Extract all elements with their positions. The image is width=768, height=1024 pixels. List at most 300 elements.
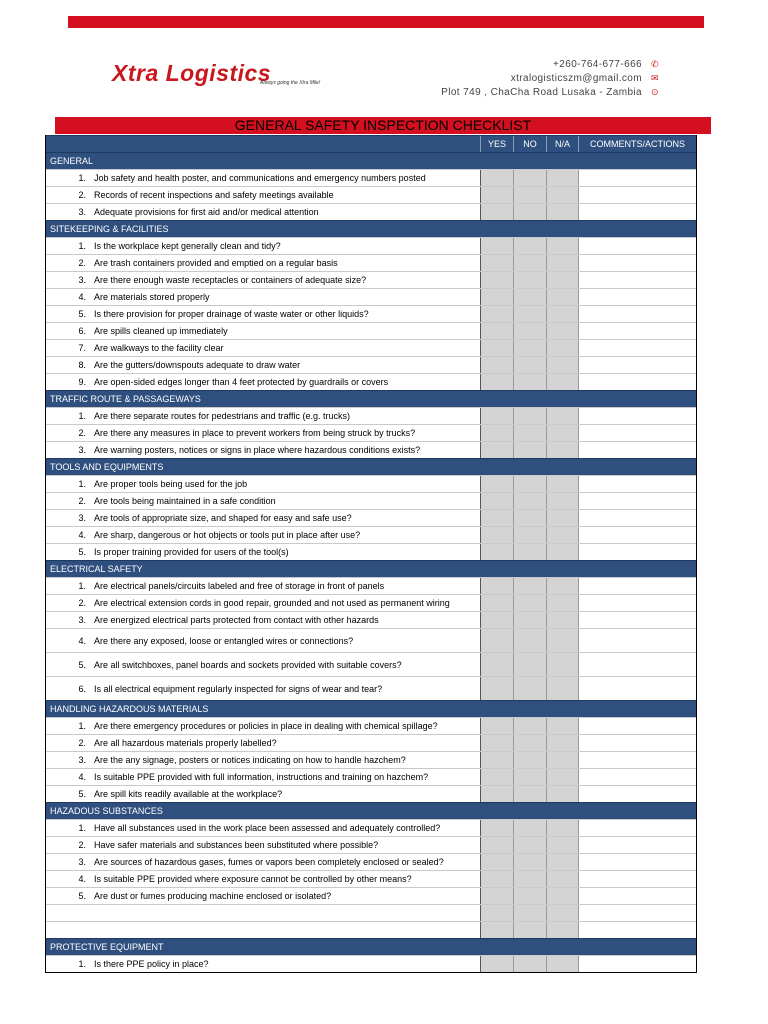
phone-icon: ✆ — [651, 59, 659, 69]
yes-checkbox-cell[interactable] — [480, 187, 513, 203]
na-checkbox-cell[interactable] — [546, 871, 578, 887]
yes-checkbox-cell[interactable] — [480, 204, 513, 220]
item-question: Are tools of appropriate size, and shaped for easy and safe use? — [94, 513, 352, 523]
email-text: xtralogisticszm@gmail.com — [510, 73, 642, 84]
yes-checkbox-cell[interactable] — [480, 612, 513, 628]
comments-cell[interactable] — [578, 888, 696, 904]
yes-checkbox-cell[interactable] — [480, 786, 513, 802]
comments-cell[interactable] — [578, 905, 696, 921]
item-question: Are there enough waste receptacles or containers of adequate size? — [94, 275, 367, 285]
no-checkbox-cell[interactable] — [513, 238, 546, 254]
item-question: Are spills cleaned up immediately — [94, 326, 228, 336]
comments-cell[interactable] — [578, 956, 696, 972]
no-checkbox-cell[interactable] — [513, 578, 546, 594]
item-question: Are there any exposed, loose or entangled wires or connections? — [94, 635, 354, 646]
comments-cell[interactable] — [578, 340, 696, 356]
item-number: 3. — [78, 445, 86, 455]
na-checkbox-cell[interactable] — [546, 408, 578, 424]
checklist-row — [46, 492, 696, 509]
comments-cell[interactable] — [578, 786, 696, 802]
no-checkbox-cell[interactable] — [513, 289, 546, 305]
yes-checkbox-cell[interactable] — [480, 820, 513, 836]
no-checkbox-cell[interactable] — [513, 888, 546, 904]
checklist-row — [46, 611, 696, 628]
yes-checkbox-cell[interactable] — [480, 837, 513, 853]
item-number: 7. — [78, 343, 86, 353]
no-checkbox-cell[interactable] — [513, 629, 546, 652]
item-question: Is proper training provided for users of the tool(s) — [94, 547, 289, 557]
item-number: 3. — [78, 615, 86, 625]
item-number: 3. — [78, 275, 86, 285]
checklist-row — [46, 339, 696, 356]
section-header — [46, 152, 696, 169]
yes-checkbox-cell[interactable] — [480, 357, 513, 373]
na-checkbox-cell[interactable] — [546, 476, 578, 492]
item-question — [94, 905, 479, 921]
item-question: Is there PPE policy in place? — [94, 959, 209, 969]
comments-cell[interactable] — [578, 837, 696, 853]
no-checkbox-cell[interactable] — [513, 595, 546, 611]
na-checkbox-cell[interactable] — [546, 204, 578, 220]
item-number: 1. — [78, 479, 86, 489]
company-logo: Xtra Logistics — [112, 60, 272, 86]
no-checkbox-cell[interactable] — [513, 374, 546, 390]
no-checkbox-cell[interactable] — [513, 677, 546, 700]
comments-cell[interactable] — [578, 357, 696, 373]
yes-checkbox-cell[interactable] — [480, 527, 513, 543]
checklist-row — [46, 594, 696, 611]
comments-cell[interactable] — [578, 854, 696, 870]
item-number: 3. — [78, 207, 86, 217]
yes-checkbox-cell[interactable] — [480, 272, 513, 288]
item-number — [46, 905, 86, 921]
na-checkbox-cell[interactable] — [546, 289, 578, 305]
checklist-row — [46, 509, 696, 526]
checklist-row — [46, 853, 696, 870]
na-checkbox-cell[interactable] — [546, 653, 578, 676]
section-header — [46, 220, 696, 237]
item-number: 1. — [78, 581, 86, 591]
na-checkbox-cell[interactable] — [546, 718, 578, 734]
na-checkbox-cell[interactable] — [546, 357, 578, 373]
no-checkbox-cell[interactable] — [513, 612, 546, 628]
comments-cell[interactable] — [578, 629, 696, 652]
comments-cell[interactable] — [578, 187, 696, 203]
checklist-row — [46, 717, 696, 734]
item-number: 5. — [78, 309, 86, 319]
checklist-row — [46, 751, 696, 768]
checklist-row — [46, 921, 696, 938]
yes-checkbox-cell[interactable] — [480, 956, 513, 972]
item-number: 4. — [78, 635, 86, 646]
item-question: Are sharp, dangerous or hot objects or tools put in place after use? — [94, 530, 361, 540]
no-checkbox-cell[interactable] — [513, 493, 546, 509]
yes-checkbox-cell[interactable] — [480, 578, 513, 594]
yes-checkbox-cell[interactable] — [480, 769, 513, 785]
checklist-row — [46, 203, 696, 220]
na-checkbox-cell[interactable] — [546, 922, 578, 938]
yes-checkbox-cell[interactable] — [480, 238, 513, 254]
comments-cell[interactable] — [578, 653, 696, 676]
na-checkbox-cell[interactable] — [546, 905, 578, 921]
item-number: 5. — [78, 659, 86, 670]
checklist-row — [46, 407, 696, 424]
item-number: 9. — [78, 377, 86, 387]
item-question: Job safety and health poster, and communications and emergency numbers posted — [94, 173, 426, 183]
comments-cell[interactable] — [578, 255, 696, 271]
item-number: 2. — [78, 190, 86, 200]
comments-cell[interactable] — [578, 238, 696, 254]
comments-cell[interactable] — [578, 493, 696, 509]
comments-cell[interactable] — [578, 442, 696, 458]
yes-checkbox-cell[interactable] — [480, 544, 513, 560]
no-checkbox-cell[interactable] — [513, 735, 546, 751]
section-title: HANDLING HAZARDOUS MATERIALS — [50, 704, 209, 714]
no-checkbox-cell[interactable] — [513, 255, 546, 271]
item-number: 4. — [78, 772, 86, 782]
checklist-title: GENERAL SAFETY INSPECTION CHECKLIST — [55, 117, 711, 134]
na-checkbox-cell[interactable] — [546, 854, 578, 870]
no-checkbox-cell[interactable] — [513, 476, 546, 492]
no-checkbox-cell[interactable] — [513, 187, 546, 203]
item-question: Records of recent inspections and safety meetings available — [94, 190, 334, 200]
checklist-row — [46, 577, 696, 594]
comments-cell[interactable] — [578, 289, 696, 305]
item-number: 2. — [78, 258, 86, 268]
item-question: Are walkways to the facility clear — [94, 343, 224, 353]
checklist-row — [46, 955, 696, 972]
item-question: Are the gutters/downspouts adequate to draw water — [94, 360, 301, 370]
checklist-row — [46, 543, 696, 560]
yes-checkbox-cell[interactable] — [480, 677, 513, 700]
yes-checkbox-cell[interactable] — [480, 854, 513, 870]
item-question: Is all electrical equipment regularly inspected for signs of wear and tear? — [94, 683, 383, 694]
item-question: Are dust or fumes producing machine enclosed or isolated? — [94, 891, 332, 901]
comments-cell[interactable] — [578, 752, 696, 768]
section-header — [46, 458, 696, 475]
comments-cell[interactable] — [578, 820, 696, 836]
column-comments: COMMENTS/ACTIONS — [578, 136, 696, 152]
item-number: 2. — [78, 428, 86, 438]
checklist-row — [46, 904, 696, 921]
item-number: 8. — [78, 360, 86, 370]
no-checkbox-cell[interactable] — [513, 752, 546, 768]
no-checkbox-cell[interactable] — [513, 653, 546, 676]
comments-cell[interactable] — [578, 170, 696, 186]
checklist-row — [46, 305, 696, 322]
comments-cell[interactable] — [578, 374, 696, 390]
item-number: 1. — [78, 959, 86, 969]
no-checkbox-cell[interactable] — [513, 786, 546, 802]
na-checkbox-cell[interactable] — [546, 238, 578, 254]
comments-cell[interactable] — [578, 323, 696, 339]
item-number: 2. — [78, 738, 86, 748]
checklist-row — [46, 734, 696, 751]
item-number: 5. — [78, 547, 86, 557]
item-number: 4. — [78, 530, 86, 540]
comments-cell[interactable] — [578, 476, 696, 492]
item-question: Are open-sided edges longer than 4 feet protected by guardrails or covers — [94, 377, 389, 387]
na-checkbox-cell[interactable] — [546, 578, 578, 594]
comments-cell[interactable] — [578, 612, 696, 628]
no-checkbox-cell[interactable] — [513, 425, 546, 441]
yes-checkbox-cell[interactable] — [480, 425, 513, 441]
item-question: Adequate provisions for first aid and/or medical attention — [94, 207, 319, 217]
item-question — [94, 922, 479, 938]
checklist-row — [46, 475, 696, 492]
item-question: Are there any measures in place to prevent workers from being struck by trucks? — [94, 428, 416, 438]
comments-cell[interactable] — [578, 527, 696, 543]
yes-checkbox-cell[interactable] — [480, 340, 513, 356]
na-checkbox-cell[interactable] — [546, 425, 578, 441]
section-title: SITEKEEPING & FACILITIES — [50, 224, 169, 234]
na-checkbox-cell[interactable] — [546, 170, 578, 186]
item-number: 5. — [78, 891, 86, 901]
yes-checkbox-cell[interactable] — [480, 408, 513, 424]
comments-cell[interactable] — [578, 871, 696, 887]
item-number: 2. — [78, 598, 86, 608]
comments-cell[interactable] — [578, 922, 696, 938]
yes-checkbox-cell[interactable] — [480, 306, 513, 322]
item-number: 1. — [78, 241, 86, 251]
yes-checkbox-cell[interactable] — [480, 735, 513, 751]
item-question: Are tools being maintained in a safe condition — [94, 496, 276, 506]
comments-cell[interactable] — [578, 595, 696, 611]
item-question: Are materials stored properly — [94, 292, 210, 302]
checklist-row — [46, 424, 696, 441]
top-red-bar — [68, 16, 704, 28]
na-checkbox-cell[interactable] — [546, 306, 578, 322]
company-tagline: Always going the Xtra Mile! — [260, 80, 321, 86]
checklist-row — [46, 441, 696, 458]
section-title: GENERAL — [50, 156, 94, 166]
section-title: ELECTRICAL SAFETY — [50, 564, 143, 574]
contact-email — [511, 73, 660, 84]
column-na: N/A — [546, 136, 578, 152]
checklist-row — [46, 652, 696, 676]
column-no: NO — [513, 136, 546, 152]
na-checkbox-cell[interactable] — [546, 187, 578, 203]
checklist-row — [46, 271, 696, 288]
item-question: Is suitable PPE provided where exposure cannot be controlled by other means? — [94, 874, 412, 884]
yes-checkbox-cell[interactable] — [480, 289, 513, 305]
item-number: 2. — [78, 840, 86, 850]
no-checkbox-cell[interactable] — [513, 718, 546, 734]
item-number: 1. — [78, 721, 86, 731]
no-checkbox-cell[interactable] — [513, 306, 546, 322]
na-checkbox-cell[interactable] — [546, 510, 578, 526]
yes-checkbox-cell[interactable] — [480, 922, 513, 938]
checklist-row — [46, 785, 696, 802]
item-question: Are electrical panels/circuits labeled and free of storage in front of panels — [94, 581, 385, 591]
no-checkbox-cell[interactable] — [513, 170, 546, 186]
checklist-row — [46, 254, 696, 271]
yes-checkbox-cell[interactable] — [480, 255, 513, 271]
no-checkbox-cell[interactable] — [513, 544, 546, 560]
na-checkbox-cell[interactable] — [546, 442, 578, 458]
item-number: 4. — [78, 874, 86, 884]
comments-cell[interactable] — [578, 735, 696, 751]
location-pin-icon: ⊙ — [651, 87, 659, 97]
letterhead — [68, 30, 704, 102]
item-number — [46, 922, 86, 938]
checklist-row — [46, 526, 696, 543]
no-checkbox-cell[interactable] — [513, 854, 546, 870]
na-checkbox-cell[interactable] — [546, 323, 578, 339]
checklist-row — [46, 169, 696, 186]
no-checkbox-cell[interactable] — [513, 340, 546, 356]
no-checkbox-cell[interactable] — [513, 357, 546, 373]
item-question: Are the any signage, posters or notices indicating on how to handle hazchem? — [94, 755, 406, 765]
checklist-row — [46, 887, 696, 904]
comments-cell[interactable] — [578, 204, 696, 220]
checklist-row — [46, 628, 696, 652]
column-header-row — [46, 135, 696, 152]
item-number: 3. — [78, 857, 86, 867]
na-checkbox-cell[interactable] — [546, 752, 578, 768]
no-checkbox-cell[interactable] — [513, 871, 546, 887]
na-checkbox-cell[interactable] — [546, 820, 578, 836]
no-checkbox-cell[interactable] — [513, 527, 546, 543]
yes-checkbox-cell[interactable] — [480, 653, 513, 676]
phone-text: +260-764-677-666 — [553, 59, 642, 70]
item-number: 4. — [78, 292, 86, 302]
comments-cell[interactable] — [578, 408, 696, 424]
no-checkbox-cell[interactable] — [513, 820, 546, 836]
item-question: Have all substances used in the work place been assessed and adequately controlled? — [94, 823, 441, 833]
yes-checkbox-cell[interactable] — [480, 595, 513, 611]
comments-cell[interactable] — [578, 306, 696, 322]
comments-cell[interactable] — [578, 769, 696, 785]
yes-checkbox-cell[interactable] — [480, 888, 513, 904]
yes-checkbox-cell[interactable] — [480, 442, 513, 458]
checklist-row — [46, 186, 696, 203]
item-number: 6. — [78, 683, 86, 694]
item-number: 6. — [78, 326, 86, 336]
no-checkbox-cell[interactable] — [513, 837, 546, 853]
na-checkbox-cell[interactable] — [546, 629, 578, 652]
item-question: Have safer materials and substances been substituted where possible? — [94, 840, 379, 850]
item-question: Are sources of hazardous gases, fumes or vapors been completely enclosed or sealed? — [94, 857, 444, 867]
checklist-row — [46, 676, 696, 700]
yes-checkbox-cell[interactable] — [480, 170, 513, 186]
na-checkbox-cell[interactable] — [546, 837, 578, 853]
item-number: 2. — [78, 496, 86, 506]
item-question: Are there emergency procedures or policies in place in dealing with chemical spillage? — [94, 721, 438, 731]
na-checkbox-cell[interactable] — [546, 786, 578, 802]
yes-checkbox-cell[interactable] — [480, 718, 513, 734]
yes-checkbox-cell[interactable] — [480, 510, 513, 526]
contact-phone — [553, 59, 660, 70]
item-question: Are energized electrical parts protected from contact with other hazards — [94, 615, 379, 625]
na-checkbox-cell[interactable] — [546, 374, 578, 390]
yes-checkbox-cell[interactable] — [480, 871, 513, 887]
na-checkbox-cell[interactable] — [546, 255, 578, 271]
yes-checkbox-cell[interactable] — [480, 905, 513, 921]
checklist-row — [46, 870, 696, 887]
item-question: Are there separate routes for pedestrians and traffic (e.g. trucks) — [94, 411, 350, 421]
item-question: Is there provision for proper drainage of waste water or other liquids? — [94, 309, 369, 319]
no-checkbox-cell[interactable] — [513, 408, 546, 424]
comments-cell[interactable] — [578, 272, 696, 288]
checklist-row — [46, 836, 696, 853]
no-checkbox-cell[interactable] — [513, 442, 546, 458]
na-checkbox-cell[interactable] — [546, 888, 578, 904]
item-question: Is suitable PPE provided with full information, instructions and training on hazchem? — [94, 772, 429, 782]
na-checkbox-cell[interactable] — [546, 527, 578, 543]
yes-checkbox-cell[interactable] — [480, 476, 513, 492]
item-question: Are spill kits readily available at the workplace? — [94, 789, 283, 799]
checklist-row — [46, 768, 696, 785]
comments-cell[interactable] — [578, 425, 696, 441]
section-header — [46, 560, 696, 577]
item-number: 5. — [78, 789, 86, 799]
comments-cell[interactable] — [578, 510, 696, 526]
na-checkbox-cell[interactable] — [546, 612, 578, 628]
checklist-row — [46, 356, 696, 373]
na-checkbox-cell[interactable] — [546, 595, 578, 611]
na-checkbox-cell[interactable] — [546, 493, 578, 509]
na-checkbox-cell[interactable] — [546, 340, 578, 356]
na-checkbox-cell[interactable] — [546, 677, 578, 700]
no-checkbox-cell[interactable] — [513, 769, 546, 785]
na-checkbox-cell[interactable] — [546, 735, 578, 751]
column-yes: YES — [480, 136, 513, 152]
no-checkbox-cell[interactable] — [513, 956, 546, 972]
comments-cell[interactable] — [578, 544, 696, 560]
no-checkbox-cell[interactable] — [513, 510, 546, 526]
na-checkbox-cell[interactable] — [546, 272, 578, 288]
item-number: 1. — [78, 823, 86, 833]
address-text: Plot 749 , ChaCha Road Lusaka - Zambia — [441, 87, 642, 98]
item-question: Are all hazardous materials properly labelled? — [94, 738, 277, 748]
section-title: PROTECTIVE EQUIPMENT — [50, 942, 164, 952]
item-question: Are trash containers provided and emptied on a regular basis — [94, 258, 338, 268]
section-header — [46, 390, 696, 407]
yes-checkbox-cell[interactable] — [480, 752, 513, 768]
item-question: Are electrical extension cords in good repair, grounded and not used as permanent wiring — [94, 598, 450, 608]
section-header — [46, 802, 696, 819]
item-number: 3. — [78, 513, 86, 523]
no-checkbox-cell[interactable] — [513, 922, 546, 938]
yes-checkbox-cell[interactable] — [480, 323, 513, 339]
section-title: TOOLS AND EQUIPMENTS — [50, 462, 164, 472]
contact-address — [441, 87, 660, 98]
item-question: Are warning posters, notices or signs in place where hazardous conditions exists? — [94, 445, 421, 455]
na-checkbox-cell[interactable] — [546, 956, 578, 972]
yes-checkbox-cell[interactable] — [480, 493, 513, 509]
checklist-row — [46, 322, 696, 339]
checklist-row — [46, 819, 696, 836]
yes-checkbox-cell[interactable] — [480, 374, 513, 390]
checklist-row — [46, 237, 696, 254]
section-title: TRAFFIC ROUTE & PASSAGEWAYS — [50, 394, 201, 404]
no-checkbox-cell[interactable] — [513, 323, 546, 339]
na-checkbox-cell[interactable] — [546, 544, 578, 560]
mail-icon: ✉ — [651, 73, 659, 83]
no-checkbox-cell[interactable] — [513, 204, 546, 220]
comments-cell[interactable] — [578, 718, 696, 734]
comments-cell[interactable] — [578, 677, 696, 700]
no-checkbox-cell[interactable] — [513, 905, 546, 921]
no-checkbox-cell[interactable] — [513, 272, 546, 288]
item-question: Is the workplace kept generally clean and tidy? — [94, 241, 281, 251]
na-checkbox-cell[interactable] — [546, 769, 578, 785]
item-number: 3. — [78, 755, 86, 765]
comments-cell[interactable] — [578, 578, 696, 594]
section-header — [46, 700, 696, 717]
yes-checkbox-cell[interactable] — [480, 629, 513, 652]
